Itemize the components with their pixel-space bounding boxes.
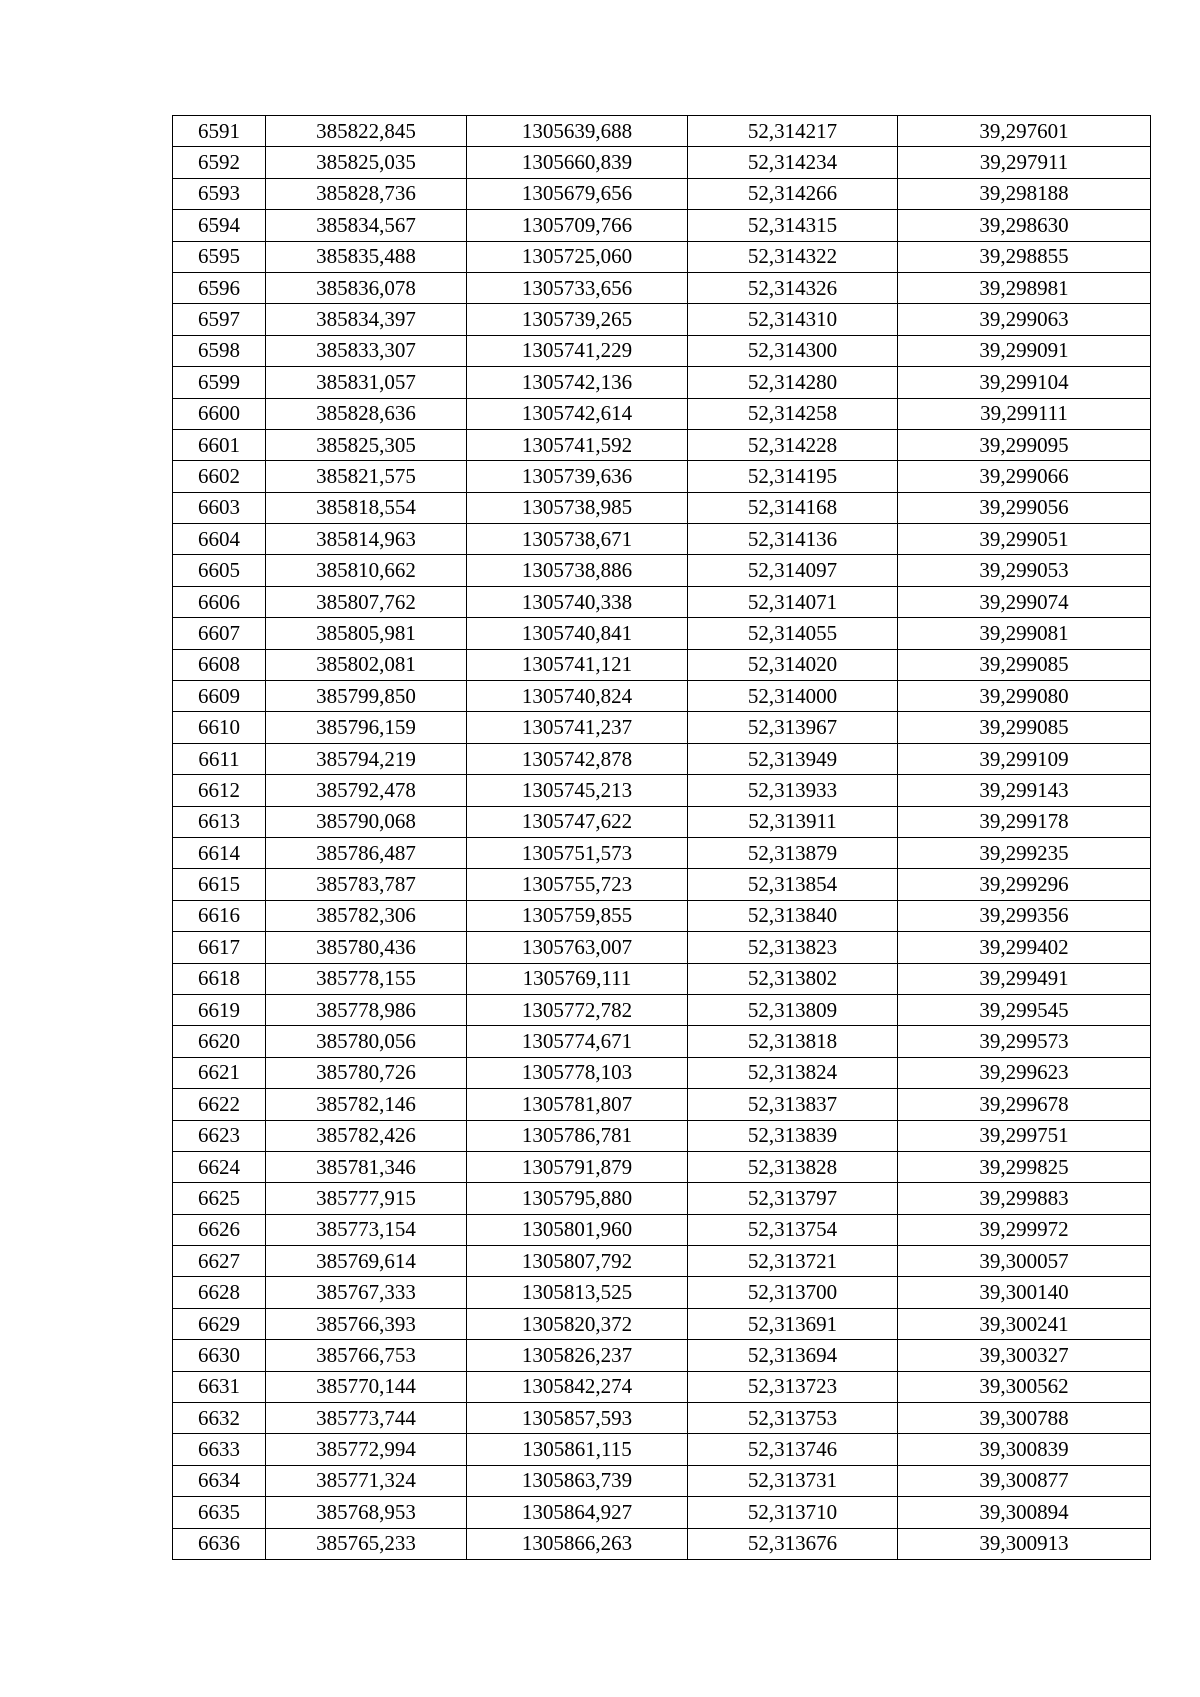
x-coordinate-cell: 385799,850 — [266, 681, 467, 712]
point-number-cell: 6596 — [173, 272, 266, 303]
x-coordinate-cell: 385780,726 — [266, 1057, 467, 1088]
latitude-cell: 52,314326 — [688, 272, 898, 303]
longitude-cell: 39,299491 — [898, 963, 1151, 994]
latitude-cell: 52,313676 — [688, 1528, 898, 1559]
table-row — [173, 210, 1151, 241]
x-coordinate-cell: 385769,614 — [266, 1246, 467, 1277]
y-coordinate-cell: 1305725,060 — [467, 241, 688, 272]
latitude-cell: 52,313721 — [688, 1246, 898, 1277]
longitude-cell: 39,298188 — [898, 178, 1151, 209]
table-row — [173, 1434, 1151, 1465]
point-number-cell: 6607 — [173, 618, 266, 649]
longitude-cell: 39,299178 — [898, 806, 1151, 837]
point-number-cell: 6606 — [173, 586, 266, 617]
y-coordinate-cell: 1305791,879 — [467, 1151, 688, 1182]
point-number-cell: 6609 — [173, 681, 266, 712]
point-number-cell: 6598 — [173, 335, 266, 366]
table-row — [173, 1026, 1151, 1057]
table-row — [173, 1089, 1151, 1120]
latitude-cell: 52,313949 — [688, 743, 898, 774]
point-number-cell: 6597 — [173, 304, 266, 335]
table-row — [173, 147, 1151, 178]
longitude-cell: 39,299066 — [898, 461, 1151, 492]
latitude-cell: 52,313694 — [688, 1340, 898, 1371]
point-number-cell: 6608 — [173, 649, 266, 680]
x-coordinate-cell: 385807,762 — [266, 586, 467, 617]
table-row — [173, 1465, 1151, 1496]
x-coordinate-cell: 385781,346 — [266, 1151, 467, 1182]
point-number-cell: 6628 — [173, 1277, 266, 1308]
point-number-cell: 6595 — [173, 241, 266, 272]
x-coordinate-cell: 385783,787 — [266, 869, 467, 900]
point-number-cell: 6593 — [173, 178, 266, 209]
longitude-cell: 39,299751 — [898, 1120, 1151, 1151]
y-coordinate-cell: 1305660,839 — [467, 147, 688, 178]
y-coordinate-cell: 1305755,723 — [467, 869, 688, 900]
y-coordinate-cell: 1305774,671 — [467, 1026, 688, 1057]
point-number-cell: 6599 — [173, 367, 266, 398]
point-number-cell: 6614 — [173, 837, 266, 868]
x-coordinate-cell: 385825,035 — [266, 147, 467, 178]
y-coordinate-cell: 1305639,688 — [467, 116, 688, 147]
table-row — [173, 963, 1151, 994]
longitude-cell: 39,300140 — [898, 1277, 1151, 1308]
point-number-cell: 6592 — [173, 147, 266, 178]
latitude-cell: 52,314217 — [688, 116, 898, 147]
table-row — [173, 461, 1151, 492]
x-coordinate-cell: 385765,233 — [266, 1528, 467, 1559]
y-coordinate-cell: 1305738,671 — [467, 524, 688, 555]
x-coordinate-cell: 385771,324 — [266, 1465, 467, 1496]
point-number-cell: 6635 — [173, 1497, 266, 1528]
y-coordinate-cell: 1305742,614 — [467, 398, 688, 429]
x-coordinate-cell: 385805,981 — [266, 618, 467, 649]
y-coordinate-cell: 1305795,880 — [467, 1183, 688, 1214]
x-coordinate-cell: 385834,567 — [266, 210, 467, 241]
x-coordinate-cell: 385792,478 — [266, 775, 467, 806]
table-row — [173, 116, 1151, 147]
latitude-cell: 52,314280 — [688, 367, 898, 398]
latitude-cell: 52,313967 — [688, 712, 898, 743]
longitude-cell: 39,300839 — [898, 1434, 1151, 1465]
y-coordinate-cell: 1305866,263 — [467, 1528, 688, 1559]
latitude-cell: 52,313754 — [688, 1214, 898, 1245]
longitude-cell: 39,300327 — [898, 1340, 1151, 1371]
y-coordinate-cell: 1305863,739 — [467, 1465, 688, 1496]
longitude-cell: 39,299081 — [898, 618, 1151, 649]
point-number-cell: 6618 — [173, 963, 266, 994]
y-coordinate-cell: 1305741,237 — [467, 712, 688, 743]
y-coordinate-cell: 1305801,960 — [467, 1214, 688, 1245]
point-number-cell: 6610 — [173, 712, 266, 743]
latitude-cell: 52,313879 — [688, 837, 898, 868]
y-coordinate-cell: 1305759,855 — [467, 900, 688, 931]
longitude-cell: 39,299109 — [898, 743, 1151, 774]
point-number-cell: 6605 — [173, 555, 266, 586]
point-number-cell: 6620 — [173, 1026, 266, 1057]
point-number-cell: 6621 — [173, 1057, 266, 1088]
latitude-cell: 52,313746 — [688, 1434, 898, 1465]
x-coordinate-cell: 385802,081 — [266, 649, 467, 680]
x-coordinate-cell: 385786,487 — [266, 837, 467, 868]
point-number-cell: 6636 — [173, 1528, 266, 1559]
point-number-cell: 6624 — [173, 1151, 266, 1182]
y-coordinate-cell: 1305739,265 — [467, 304, 688, 335]
y-coordinate-cell: 1305807,792 — [467, 1246, 688, 1277]
y-coordinate-cell: 1305741,592 — [467, 429, 688, 460]
point-number-cell: 6601 — [173, 429, 266, 460]
latitude-cell: 52,313933 — [688, 775, 898, 806]
y-coordinate-cell: 1305857,593 — [467, 1403, 688, 1434]
latitude-cell: 52,313854 — [688, 869, 898, 900]
table-row — [173, 586, 1151, 617]
x-coordinate-cell: 385822,845 — [266, 116, 467, 147]
y-coordinate-cell: 1305786,781 — [467, 1120, 688, 1151]
table-row — [173, 743, 1151, 774]
y-coordinate-cell: 1305741,229 — [467, 335, 688, 366]
latitude-cell: 52,313700 — [688, 1277, 898, 1308]
longitude-cell: 39,299085 — [898, 649, 1151, 680]
table-row — [173, 1497, 1151, 1528]
longitude-cell: 39,299143 — [898, 775, 1151, 806]
longitude-cell: 39,297911 — [898, 147, 1151, 178]
longitude-cell: 39,299063 — [898, 304, 1151, 335]
table-row — [173, 994, 1151, 1025]
table-row — [173, 524, 1151, 555]
x-coordinate-cell: 385772,994 — [266, 1434, 467, 1465]
y-coordinate-cell: 1305709,766 — [467, 210, 688, 241]
table-row — [173, 1308, 1151, 1339]
latitude-cell: 52,313824 — [688, 1057, 898, 1088]
table-row — [173, 241, 1151, 272]
x-coordinate-cell: 385770,144 — [266, 1371, 467, 1402]
latitude-cell: 52,313828 — [688, 1151, 898, 1182]
latitude-cell: 52,313797 — [688, 1183, 898, 1214]
longitude-cell: 39,299623 — [898, 1057, 1151, 1088]
y-coordinate-cell: 1305778,103 — [467, 1057, 688, 1088]
x-coordinate-cell: 385810,662 — [266, 555, 467, 586]
table-row — [173, 1151, 1151, 1182]
longitude-cell: 39,299095 — [898, 429, 1151, 460]
point-number-cell: 6626 — [173, 1214, 266, 1245]
y-coordinate-cell: 1305769,111 — [467, 963, 688, 994]
table-row — [173, 1403, 1151, 1434]
latitude-cell: 52,314300 — [688, 335, 898, 366]
longitude-cell: 39,300913 — [898, 1528, 1151, 1559]
table-row — [173, 178, 1151, 209]
longitude-cell: 39,299972 — [898, 1214, 1151, 1245]
table-row — [173, 1340, 1151, 1371]
longitude-cell: 39,299235 — [898, 837, 1151, 868]
x-coordinate-cell: 385773,744 — [266, 1403, 467, 1434]
latitude-cell: 52,314071 — [688, 586, 898, 617]
latitude-cell: 52,313710 — [688, 1497, 898, 1528]
latitude-cell: 52,314097 — [688, 555, 898, 586]
y-coordinate-cell: 1305861,115 — [467, 1434, 688, 1465]
y-coordinate-cell: 1305679,656 — [467, 178, 688, 209]
latitude-cell: 52,314000 — [688, 681, 898, 712]
latitude-cell: 52,314266 — [688, 178, 898, 209]
point-number-cell: 6629 — [173, 1308, 266, 1339]
point-number-cell: 6611 — [173, 743, 266, 774]
table-row — [173, 1057, 1151, 1088]
table-row — [173, 1371, 1151, 1402]
point-number-cell: 6623 — [173, 1120, 266, 1151]
table-row — [173, 429, 1151, 460]
latitude-cell: 52,314228 — [688, 429, 898, 460]
longitude-cell: 39,299678 — [898, 1089, 1151, 1120]
longitude-cell: 39,300877 — [898, 1465, 1151, 1496]
longitude-cell: 39,299085 — [898, 712, 1151, 743]
latitude-cell: 52,314136 — [688, 524, 898, 555]
x-coordinate-cell: 385780,056 — [266, 1026, 467, 1057]
point-number-cell: 6619 — [173, 994, 266, 1025]
x-coordinate-cell: 385767,333 — [266, 1277, 467, 1308]
latitude-cell: 52,313823 — [688, 932, 898, 963]
point-number-cell: 6634 — [173, 1465, 266, 1496]
y-coordinate-cell: 1305751,573 — [467, 837, 688, 868]
x-coordinate-cell: 385814,963 — [266, 524, 467, 555]
latitude-cell: 52,313840 — [688, 900, 898, 931]
y-coordinate-cell: 1305763,007 — [467, 932, 688, 963]
point-number-cell: 6616 — [173, 900, 266, 931]
point-number-cell: 6600 — [173, 398, 266, 429]
x-coordinate-cell: 385833,307 — [266, 335, 467, 366]
x-coordinate-cell: 385778,986 — [266, 994, 467, 1025]
latitude-cell: 52,313691 — [688, 1308, 898, 1339]
table-row — [173, 618, 1151, 649]
x-coordinate-cell: 385766,753 — [266, 1340, 467, 1371]
latitude-cell: 52,313818 — [688, 1026, 898, 1057]
longitude-cell: 39,300241 — [898, 1308, 1151, 1339]
table-row — [173, 367, 1151, 398]
y-coordinate-cell: 1305781,807 — [467, 1089, 688, 1120]
table-row — [173, 1183, 1151, 1214]
x-coordinate-cell: 385834,397 — [266, 304, 467, 335]
latitude-cell: 52,314310 — [688, 304, 898, 335]
x-coordinate-cell: 385782,146 — [266, 1089, 467, 1120]
latitude-cell: 52,313911 — [688, 806, 898, 837]
table-row — [173, 775, 1151, 806]
table-row — [173, 1246, 1151, 1277]
y-coordinate-cell: 1305813,525 — [467, 1277, 688, 1308]
table-row — [173, 555, 1151, 586]
x-coordinate-cell: 385782,426 — [266, 1120, 467, 1151]
latitude-cell: 52,314020 — [688, 649, 898, 680]
x-coordinate-cell: 385835,488 — [266, 241, 467, 272]
latitude-cell: 52,314315 — [688, 210, 898, 241]
point-number-cell: 6604 — [173, 524, 266, 555]
point-number-cell: 6622 — [173, 1089, 266, 1120]
point-number-cell: 6627 — [173, 1246, 266, 1277]
longitude-cell: 39,299104 — [898, 367, 1151, 398]
latitude-cell: 52,314258 — [688, 398, 898, 429]
table-row — [173, 869, 1151, 900]
y-coordinate-cell: 1305842,274 — [467, 1371, 688, 1402]
point-number-cell: 6631 — [173, 1371, 266, 1402]
longitude-cell: 39,299074 — [898, 586, 1151, 617]
y-coordinate-cell: 1305740,824 — [467, 681, 688, 712]
longitude-cell: 39,300788 — [898, 1403, 1151, 1434]
table-row — [173, 932, 1151, 963]
x-coordinate-cell: 385782,306 — [266, 900, 467, 931]
latitude-cell: 52,313837 — [688, 1089, 898, 1120]
longitude-cell: 39,299883 — [898, 1183, 1151, 1214]
longitude-cell: 39,298981 — [898, 272, 1151, 303]
longitude-cell: 39,299825 — [898, 1151, 1151, 1182]
table-row — [173, 681, 1151, 712]
point-number-cell: 6603 — [173, 492, 266, 523]
table-row — [173, 335, 1151, 366]
y-coordinate-cell: 1305738,985 — [467, 492, 688, 523]
x-coordinate-cell: 385780,436 — [266, 932, 467, 963]
longitude-cell: 39,300894 — [898, 1497, 1151, 1528]
longitude-cell: 39,300057 — [898, 1246, 1151, 1277]
table-row — [173, 1120, 1151, 1151]
longitude-cell: 39,300562 — [898, 1371, 1151, 1402]
table-row — [173, 1528, 1151, 1559]
x-coordinate-cell: 385794,219 — [266, 743, 467, 774]
point-number-cell: 6612 — [173, 775, 266, 806]
table-row — [173, 712, 1151, 743]
point-number-cell: 6630 — [173, 1340, 266, 1371]
y-coordinate-cell: 1305864,927 — [467, 1497, 688, 1528]
longitude-cell: 39,299111 — [898, 398, 1151, 429]
point-number-cell: 6615 — [173, 869, 266, 900]
longitude-cell: 39,299091 — [898, 335, 1151, 366]
y-coordinate-cell: 1305739,636 — [467, 461, 688, 492]
y-coordinate-cell: 1305742,878 — [467, 743, 688, 774]
x-coordinate-cell: 385790,068 — [266, 806, 467, 837]
longitude-cell: 39,298855 — [898, 241, 1151, 272]
longitude-cell: 39,297601 — [898, 116, 1151, 147]
point-number-cell: 6594 — [173, 210, 266, 241]
table-row — [173, 649, 1151, 680]
point-number-cell: 6625 — [173, 1183, 266, 1214]
x-coordinate-cell: 385821,575 — [266, 461, 467, 492]
longitude-cell: 39,299053 — [898, 555, 1151, 586]
table-row — [173, 304, 1151, 335]
latitude-cell: 52,313731 — [688, 1465, 898, 1496]
latitude-cell: 52,314234 — [688, 147, 898, 178]
y-coordinate-cell: 1305738,886 — [467, 555, 688, 586]
y-coordinate-cell: 1305740,338 — [467, 586, 688, 617]
latitude-cell: 52,313753 — [688, 1403, 898, 1434]
latitude-cell: 52,314168 — [688, 492, 898, 523]
table-row — [173, 1214, 1151, 1245]
table-row — [173, 837, 1151, 868]
y-coordinate-cell: 1305826,237 — [467, 1340, 688, 1371]
point-number-cell: 6617 — [173, 932, 266, 963]
table-row — [173, 900, 1151, 931]
longitude-cell: 39,299573 — [898, 1026, 1151, 1057]
point-number-cell: 6602 — [173, 461, 266, 492]
x-coordinate-cell: 385778,155 — [266, 963, 467, 994]
point-number-cell: 6633 — [173, 1434, 266, 1465]
y-coordinate-cell: 1305741,121 — [467, 649, 688, 680]
point-number-cell: 6591 — [173, 116, 266, 147]
x-coordinate-cell: 385825,305 — [266, 429, 467, 460]
coordinates-table — [172, 115, 1151, 1560]
x-coordinate-cell: 385836,078 — [266, 272, 467, 303]
x-coordinate-cell: 385777,915 — [266, 1183, 467, 1214]
longitude-cell: 39,299402 — [898, 932, 1151, 963]
y-coordinate-cell: 1305772,782 — [467, 994, 688, 1025]
y-coordinate-cell: 1305733,656 — [467, 272, 688, 303]
y-coordinate-cell: 1305742,136 — [467, 367, 688, 398]
table-row — [173, 272, 1151, 303]
y-coordinate-cell: 1305745,213 — [467, 775, 688, 806]
point-number-cell: 6632 — [173, 1403, 266, 1434]
x-coordinate-cell: 385796,159 — [266, 712, 467, 743]
latitude-cell: 52,314322 — [688, 241, 898, 272]
table-row — [173, 492, 1151, 523]
x-coordinate-cell: 385828,636 — [266, 398, 467, 429]
table-row — [173, 398, 1151, 429]
longitude-cell: 39,299545 — [898, 994, 1151, 1025]
latitude-cell: 52,314195 — [688, 461, 898, 492]
latitude-cell: 52,313802 — [688, 963, 898, 994]
point-number-cell: 6613 — [173, 806, 266, 837]
longitude-cell: 39,299296 — [898, 869, 1151, 900]
y-coordinate-cell: 1305820,372 — [467, 1308, 688, 1339]
longitude-cell: 39,299080 — [898, 681, 1151, 712]
latitude-cell: 52,313809 — [688, 994, 898, 1025]
latitude-cell: 52,313723 — [688, 1371, 898, 1402]
x-coordinate-cell: 385818,554 — [266, 492, 467, 523]
longitude-cell: 39,299056 — [898, 492, 1151, 523]
x-coordinate-cell: 385831,057 — [266, 367, 467, 398]
x-coordinate-cell: 385768,953 — [266, 1497, 467, 1528]
x-coordinate-cell: 385773,154 — [266, 1214, 467, 1245]
coordinates-table-body — [173, 116, 1151, 1560]
x-coordinate-cell: 385828,736 — [266, 178, 467, 209]
latitude-cell: 52,313839 — [688, 1120, 898, 1151]
table-row — [173, 1277, 1151, 1308]
y-coordinate-cell: 1305740,841 — [467, 618, 688, 649]
y-coordinate-cell: 1305747,622 — [467, 806, 688, 837]
longitude-cell: 39,299051 — [898, 524, 1151, 555]
latitude-cell: 52,314055 — [688, 618, 898, 649]
table-row — [173, 806, 1151, 837]
longitude-cell: 39,299356 — [898, 900, 1151, 931]
longitude-cell: 39,298630 — [898, 210, 1151, 241]
x-coordinate-cell: 385766,393 — [266, 1308, 467, 1339]
